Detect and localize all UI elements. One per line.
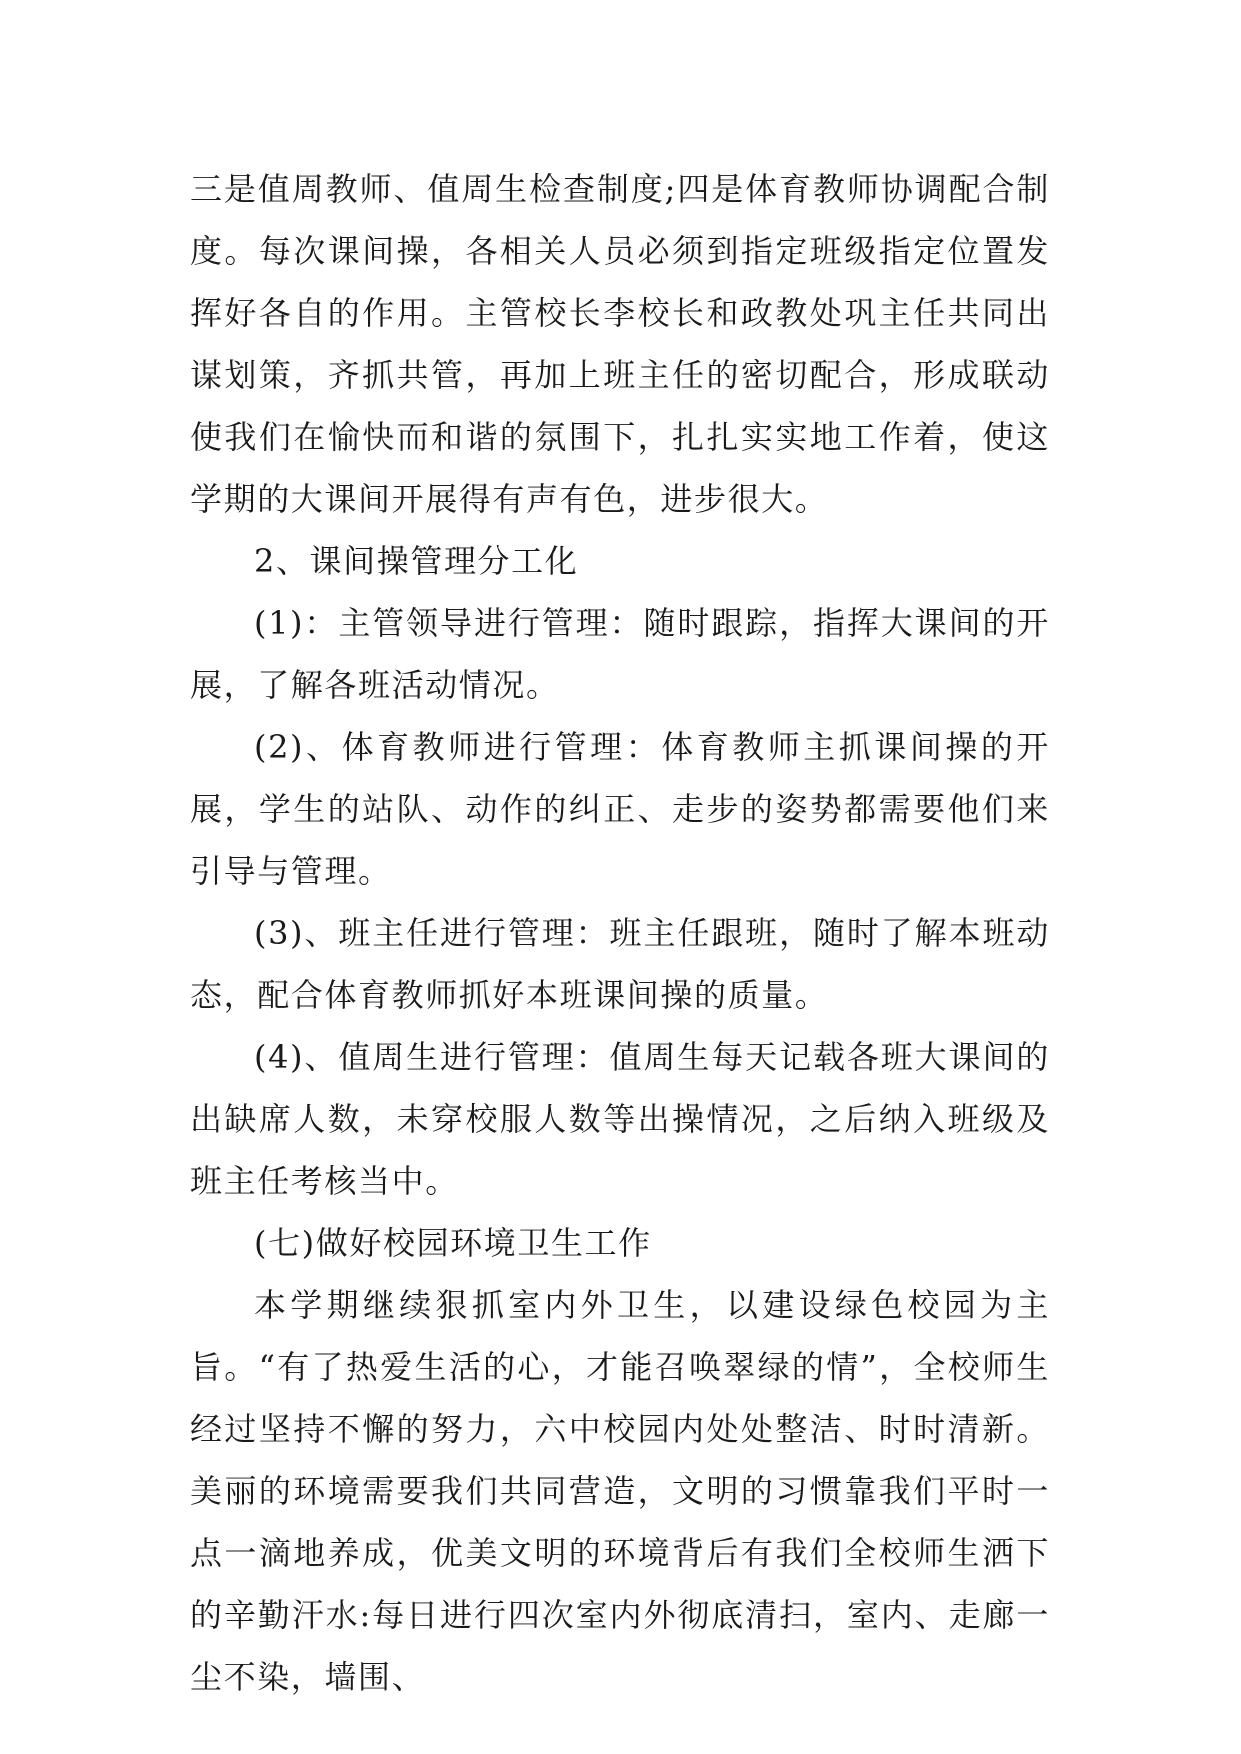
paragraph-item-3: (3)、班主任进行管理：班主任跟班，随时了解本班动态，配合体育教师抓好本班课间操的质量。 xyxy=(190,914,1050,1014)
paragraph-item-4: (4)、值周生进行管理：值周生每天记载各班大课间的出缺席人数，未穿校服人数等出操情况，之后纳入班级及班主任考核当中。 xyxy=(190,1038,1050,1200)
document-body xyxy=(190,158,1050,1708)
paragraph-item-2: (2)、体育教师进行管理：体育教师主抓课间操的开展，学生的站队、动作的纠正、走步的姿势都需要他们来引导与管理。 xyxy=(190,728,1050,890)
paragraph-item-1: (1)：主管领导进行管理：随时跟踪，指挥大课间的开展，了解各班活动情况。 xyxy=(190,604,1050,704)
paragraph-environment: 本学期继续狠抓室内外卫生，以建设绿色校园为主旨。“有了热爱生活的心，才能召唤翠绿的情”，全校师生经过坚持不懈的努力，六中校园内处处整洁、时时清新。美丽的环境需要我们共同营造，文明的习惯靠我们平时一点一滴地养成，优美文明的环境背后有我们全校师生洒下的辛勤汗水:每日进行四次室内外彻底清扫，室内、走廊一尘不染，墙围、 xyxy=(190,1286,1050,1696)
section-heading-exercise-division: 2、课间操管理分工化 xyxy=(254,542,579,580)
paragraph-duty-system: 三是值周教师、值周生检查制度;四是体育教师协调配合制度。每次课间操，各相关人员必须到指定班级指定位置发挥好各自的作用。主管校长李校长和政教处巩主任共同出谋划策，齐抓共管，再加上班主任的密切配合，形成联动使我们在愉快而和谐的氛围下，扎扎实实地工作着，使这学期的大课间开展得有声有色，进步很大。 xyxy=(190,170,1050,518)
section-heading-environment: (七)做好校园环境卫生工作 xyxy=(254,1224,652,1262)
